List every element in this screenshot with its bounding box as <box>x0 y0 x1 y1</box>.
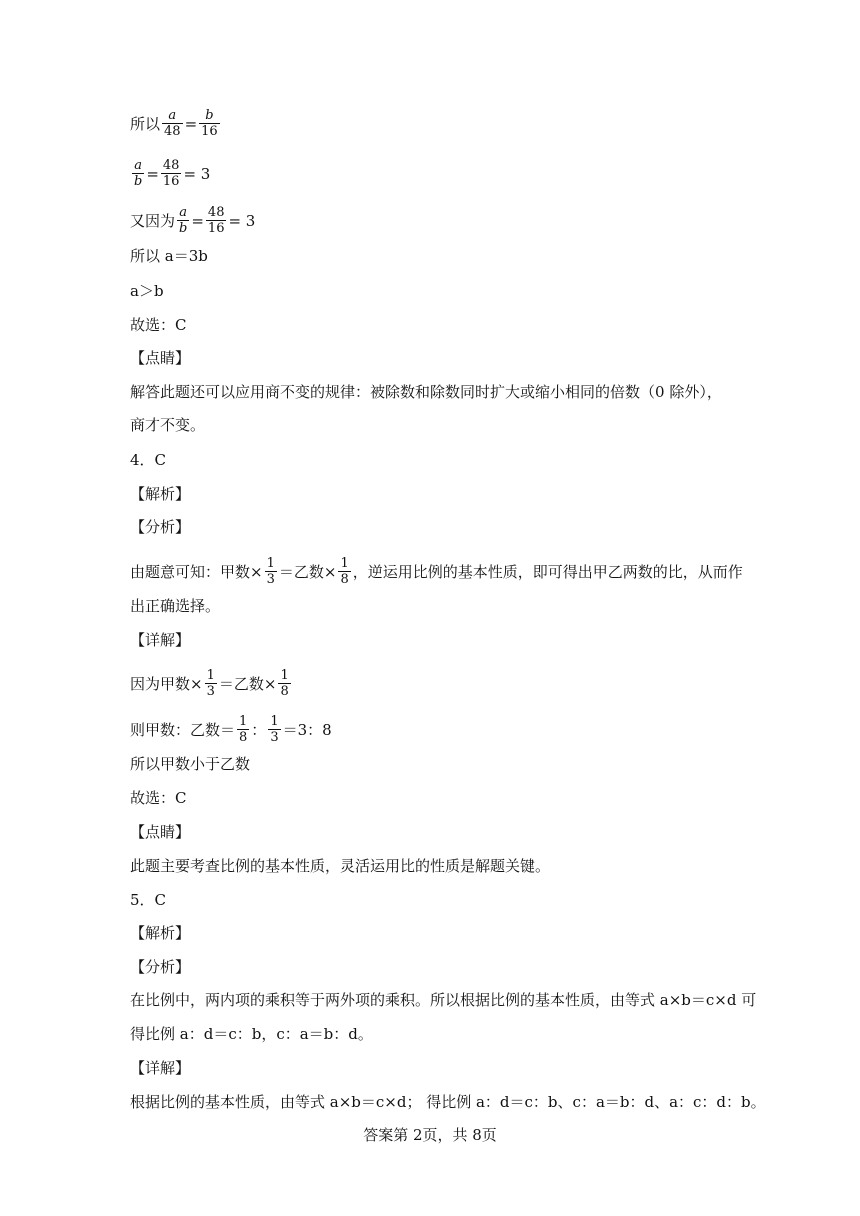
line-17: 则甲数：乙数＝ $\frac{1}{8}$ ： $\frac{1}{3}$ ＝3：8 <box>130 714 332 745</box>
line-19: 故选：C <box>130 789 187 807</box>
page-footer: 答案第 2页，共 8页 <box>363 1126 497 1144</box>
fraction: $\frac{1}{3}$ <box>266 556 275 587</box>
fraction: $\frac{1}{8}$ <box>239 714 248 745</box>
line-21: 此题主要考查比例的基本性质，灵活运用比的性质是解题关键。 <box>130 857 551 875</box>
fraction: $\frac{1}{8}$ <box>340 556 349 587</box>
line-2: $\frac{a}{b}$ = $\frac{48}{16}$ = 3 <box>134 158 211 189</box>
line-3: 又因为 $\frac{a}{b}$ = $\frac{48}{16}$ = 3 <box>130 205 256 236</box>
question-number: 4．C <box>130 451 167 469</box>
line-4: 所以 a＝3b <box>130 247 208 265</box>
line-6: 故选：C <box>130 316 187 334</box>
section-heading: 【解析】 <box>130 485 191 503</box>
text: 所以 <box>130 114 161 133</box>
fraction: $\frac{1}{8}$ <box>280 668 289 699</box>
question-number: 5．C <box>130 891 167 909</box>
fraction: $\frac{b}{16}$ <box>201 108 218 139</box>
line-26: 得比例 a：d＝c：b，c：a＝b：d。 <box>130 1025 373 1043</box>
section-heading: 【点睛】 <box>130 823 191 841</box>
line-18: 所以甲数小于乙数 <box>130 755 251 773</box>
fraction: $\frac{a}{b}$ <box>179 205 188 236</box>
line-28: 根据比例的基本性质，由等式 a×b＝c×d； 得比例 a：d＝c：b、c：a＝b：d、a：c：d：b。 <box>130 1093 766 1111</box>
line-14: 出正确选择。 <box>130 597 221 615</box>
line-9: 商才不变。 <box>130 416 206 434</box>
line-1: 所以 $\frac{a}{48}$ = $\frac{b}{16}$ <box>130 108 218 139</box>
fraction: $\frac{48}{16}$ <box>162 158 180 189</box>
fraction: $\frac{a}{b}$ <box>134 158 143 189</box>
section-heading: 【详解】 <box>130 631 191 649</box>
section-heading: 【点睛】 <box>130 349 191 367</box>
section-heading: 【分析】 <box>130 958 191 976</box>
fraction: $\frac{48}{16}$ <box>207 205 225 236</box>
section-heading: 【解析】 <box>130 924 191 942</box>
fraction: $\frac{1}{3}$ <box>270 714 279 745</box>
line-16: 因为甲数× $\frac{1}{3}$ ＝乙数× $\frac{1}{8}$ <box>130 668 289 699</box>
fraction: $\frac{1}{3}$ <box>206 668 215 699</box>
section-heading: 【分析】 <box>130 518 191 536</box>
line-5: a＞b <box>130 282 164 300</box>
fraction: $\frac{a}{48}$ <box>164 108 181 139</box>
line-8: 解答此题还可以应用商不变的规律：被除数和除数同时扩大或缩小相同的倍数（0 除外）， <box>130 383 722 401</box>
section-heading: 【详解】 <box>130 1059 191 1077</box>
line-13: 由题意可知：甲数× $\frac{1}{3}$ ＝乙数× $\frac{1}{8}$ ，逆运用比例的基本性质，即可得出甲乙两数的比，从而作 <box>130 556 743 587</box>
line-25: 在比例中，两内项的乘积等于两外项的乘积。所以根据比例的基本性质，由等式 a×b＝c×d 可 <box>130 991 757 1009</box>
